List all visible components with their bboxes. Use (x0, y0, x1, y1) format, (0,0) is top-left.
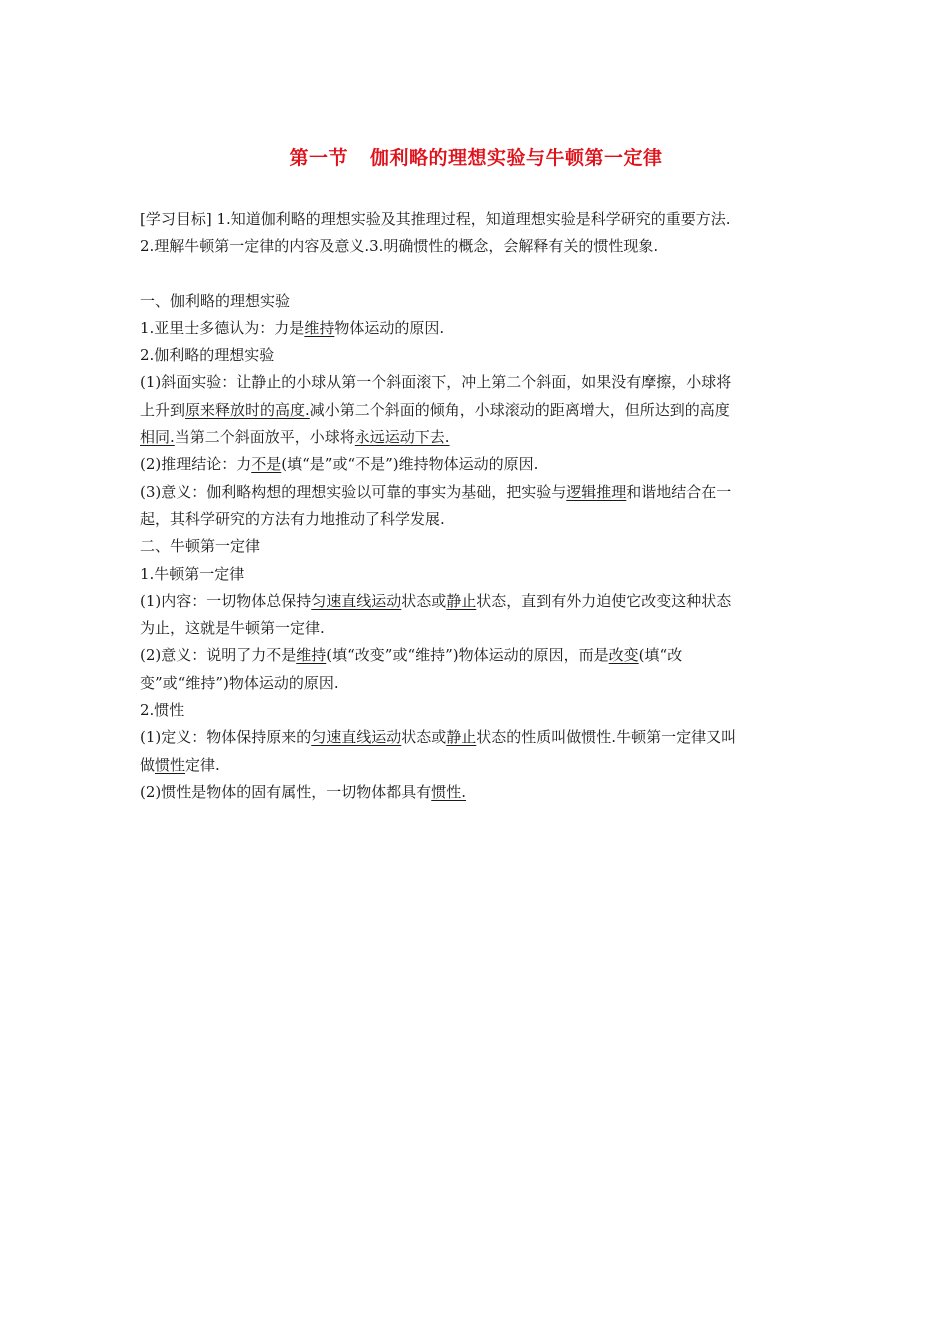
section-heading-galileo: 一、伽利略的理想实验 (140, 291, 291, 310)
paragraph-aristotle: 1.亚里士多德认为：力是维持物体运动的原因. (140, 318, 445, 337)
blank-answer: 惯性 (155, 755, 186, 774)
section-heading-newton: 二、牛顿第一定律 (140, 537, 261, 556)
paragraph-incline-experiment-cont: 相同.当第二个斜面放平，小球将永远运动下去. (140, 428, 450, 447)
learning-objectives (140, 206, 812, 261)
paragraph-law-content-cont: 为止，这就是牛顿第一定律. (140, 619, 325, 638)
paragraph-law-content: (1)内容：一切物体总保持匀速直线运动状态或静止状态，直到有外力迫使它改变这种状态 (140, 591, 732, 610)
blank-answer: 惯性. (431, 782, 467, 801)
paragraph-inertia-definition-cont: 做惯性定律. (140, 755, 220, 774)
title-section-number: 第一节 (289, 147, 348, 169)
page-title (140, 140, 812, 176)
blank-answer: 逻辑推理 (566, 482, 627, 501)
blank-answer: 匀速直线运动 (311, 591, 402, 610)
blank-answer: 原来释放时的高度. (185, 400, 310, 419)
title-text: 伽利略的理想实验与牛顿第一定律 (370, 147, 663, 169)
blank-answer: 相同. (140, 428, 175, 447)
paragraph-inertia-property: (2)惯性是物体的固有属性，一切物体都具有惯性. (140, 782, 467, 801)
objectives-line-2: 2.理解牛顿第一定律的内容及意义.3.明确惯性的概念，会解释有关的惯性现象. (140, 237, 659, 256)
paragraph-significance-cont: 起，其科学研究的方法有力地推动了科学发展. (140, 509, 445, 528)
paragraph-incline-experiment: (1)斜面实验：让静止的小球从第一个斜面滚下，冲上第二个斜面，如果没有摩擦，小球将 (140, 373, 732, 392)
spacer (140, 261, 812, 288)
blank-answer: 维持 (304, 318, 335, 337)
objectives-line-1: [学习目标] 1.知道伽利略的理想实验及其推理过程，知道理想实验是科学研究的重要方法. (140, 210, 731, 228)
paragraph-significance: (3)意义：伽利略构想的理想实验以可靠的事实为基础，把实验与逻辑推理和谐地结合在一 (140, 482, 732, 501)
blank-answer: 不是 (251, 455, 282, 474)
blank-answer: 匀速直线运动 (311, 728, 402, 747)
blank-answer: 改变 (608, 646, 639, 665)
document-page (140, 140, 812, 806)
blank-answer: 静止 (446, 591, 477, 610)
paragraph-incline-experiment-cont: 上升到原来释放时的高度.减小第二个斜面的倾角，小球滚动的距离增大，但所达到的高度 (140, 400, 730, 419)
blank-answer: 静止 (446, 728, 477, 747)
blank-answer: 永远运动下去. (354, 428, 450, 447)
paragraph-inference: (2)推理结论：力不是(填“是”或“不是”)维持物体运动的原因. (140, 455, 539, 474)
paragraph-first-law: 1.牛顿第一定律 (140, 564, 245, 583)
paragraph-law-meaning: (2)意义：说明了力不是维持(填“改变”或“维持”)物体运动的原因，而是改变(填“改 (140, 646, 683, 665)
paragraph-law-meaning-cont: 变”或“维持”)物体运动的原因. (140, 673, 339, 692)
blank-answer: 维持 (296, 646, 327, 665)
paragraph-inertia: 2.惯性 (140, 701, 185, 720)
section-newton (140, 533, 812, 806)
objectives-label: [学习目标] (140, 210, 212, 228)
paragraph-galileo-experiment: 2.伽利略的理想实验 (140, 346, 275, 365)
paragraph-inertia-definition: (1)定义：物体保持原来的匀速直线运动状态或静止状态的性质叫做惯性.牛顿第一定律又叫 (140, 728, 737, 747)
section-galileo (140, 288, 812, 534)
